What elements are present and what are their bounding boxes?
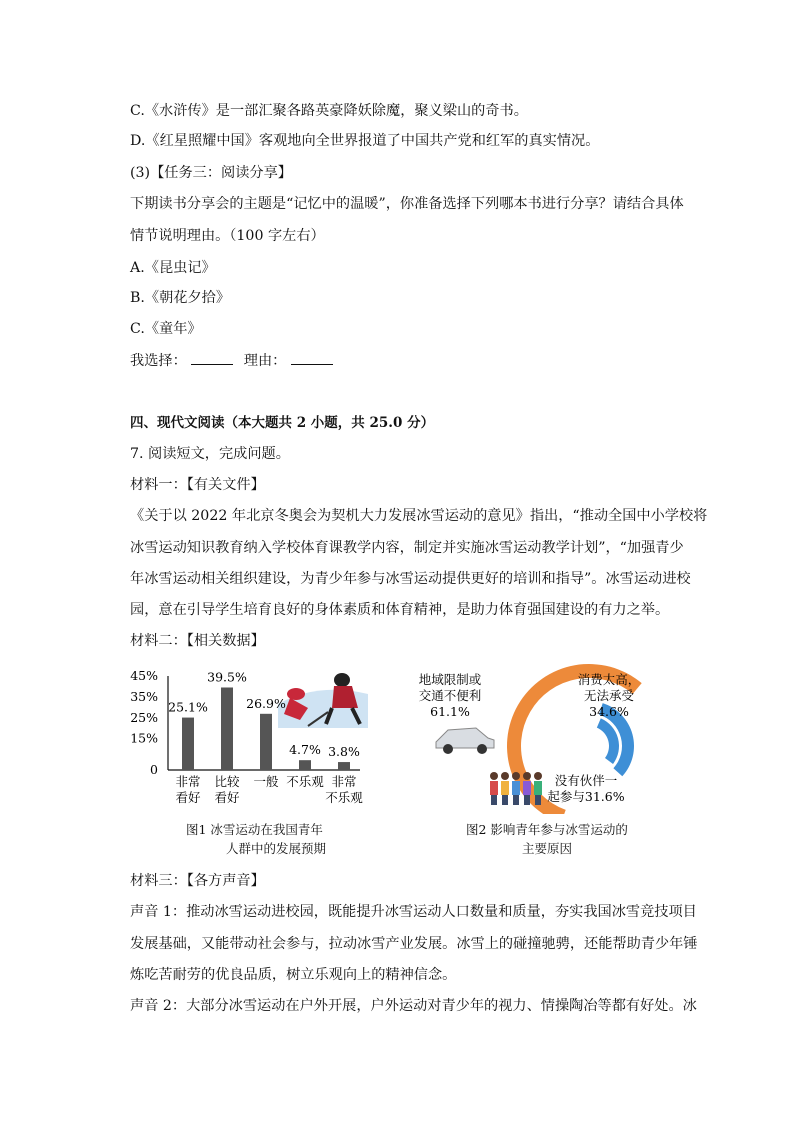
voice-1-line-1: 声音 1：推动冰雪运动进校园，既能提升冰雪运动人口数量和质量，夯实我国冰雪竞技项目	[130, 904, 697, 920]
paragraph-line-4: 园，意在引导学生培育良好的身体素质和体育精神，是助力体育强国建设的有力之举。	[130, 602, 670, 618]
category-label: 不乐观	[286, 774, 324, 789]
bar-value-label: 3.8%	[328, 744, 360, 760]
car-illustration	[436, 728, 494, 754]
bar-value-label: 26.9%	[246, 695, 286, 711]
slice-label: 地域限制或	[418, 672, 482, 687]
bar	[260, 714, 272, 770]
slice-value-label: 34.6%	[589, 704, 629, 719]
figure-1	[128, 664, 378, 864]
slice-label: 起参与31.6%	[547, 789, 625, 804]
answer-line	[130, 350, 333, 371]
category-label: 看好	[214, 790, 240, 805]
figure-2-caption-line-2: 主要原因	[522, 841, 573, 856]
bar-value-label: 25.1%	[168, 699, 208, 715]
y-tick-label: 0	[150, 762, 158, 777]
category-label: 看好	[175, 790, 201, 805]
bar	[299, 760, 311, 770]
material-1-heading: 材料一：【有关文件】	[130, 477, 265, 493]
paragraph-line-3: 年冰雪运动相关组织建设，为青少年参与冰雪运动提供更好的培训和指导”。冰雪运动进校	[130, 571, 691, 587]
book-a: A.《昆虫记》	[130, 260, 216, 276]
task3-heading: (3)【任务三：阅读分享】	[130, 165, 292, 181]
voice-1-line-2: 发展基础，又能带动社会参与，拉动冰雪产业发展。冰雪上的碰撞驰骋，还能帮助青少年锤	[130, 936, 698, 952]
category-label: 比较	[214, 774, 240, 789]
option-d: D.《红星照耀中国》客观地向全世界报道了中国共产党和红军的真实情况。	[130, 133, 600, 149]
bar	[338, 762, 350, 770]
bar	[221, 687, 233, 770]
figure-2-caption-line-1: 图2 影响青年参与冰雪运动的	[466, 822, 628, 837]
category-label: 非常	[175, 774, 201, 789]
ring-chart	[414, 664, 664, 814]
voice-1-line-3: 炼吃苦耐劳的优良品质，树立乐观向上的精神信念。	[130, 967, 457, 983]
paragraph-line-1: 《关于以 2022 年北京冬奥会为契机大力发展冰雪运动的意见》指出，“推动全国中小学校将	[130, 508, 708, 524]
book-c: C.《童年》	[130, 321, 202, 337]
category-label: 一般	[253, 774, 279, 789]
y-tick-label: 25%	[130, 709, 158, 725]
paragraph-line-2: 冰雪运动知识教育纳入学校体育课教学内容，制定并实施冰雪运动教学计划”，“加强青少	[130, 540, 684, 556]
bar-value-label: 39.5%	[207, 669, 247, 685]
figure-1-caption-line-2: 人群中的发展预期	[226, 841, 327, 856]
slice-label: 消费太高，	[577, 672, 641, 687]
choose-blank[interactable]	[191, 350, 233, 365]
y-tick-label: 45%	[130, 668, 158, 683]
bar-chart	[128, 664, 378, 814]
reason-label: 理由：	[243, 353, 287, 369]
y-tick-label: 35%	[130, 688, 158, 704]
option-c: C.《水浒传》是一部汇聚各路英豪降妖除魔，聚义梁山的奇书。	[130, 103, 528, 119]
book-b: B.《朝花夕拾》	[130, 290, 231, 306]
slice-label: 交通不便利	[418, 688, 482, 703]
material-3-heading: 材料三：【各方声音】	[130, 873, 265, 889]
reason-blank[interactable]	[291, 350, 333, 365]
figure-1-caption-line-1: 图1 冰雪运动在我国青年	[186, 822, 323, 837]
choose-label: 我选择：	[130, 353, 187, 369]
voice-2-line-1: 声音 2：大部分冰雪运动在户外开展，户外运动对青少年的视力、情操陶冶等都有好处。冰	[130, 998, 697, 1014]
slice-label: 没有伙伴一	[554, 773, 618, 788]
skiing-illustration	[278, 673, 368, 728]
question-line-1: 下期读书分享会的主题是“记忆中的温暖”，你准备选择下列哪本书进行分享？请结合具体	[130, 196, 684, 212]
slice-value-label: 61.1%	[430, 704, 470, 719]
bar-value-label: 4.7%	[289, 742, 321, 758]
material-2-heading: 材料二：【相关数据】	[130, 633, 265, 649]
figure-2	[414, 664, 664, 864]
category-label: 非常	[331, 774, 357, 789]
question-line-2: 情节说明理由。（100 字左右）	[130, 228, 325, 244]
y-tick-label: 15%	[130, 730, 158, 746]
section-4-heading: 四、现代文阅读（本大题共 2 小题，共 25.0 分）	[130, 415, 435, 431]
category-label: 不乐观	[325, 790, 363, 805]
slice-label: 无法承受	[583, 688, 635, 703]
question-7: 7. 阅读短文，完成问题。	[130, 446, 290, 462]
bar	[182, 718, 194, 770]
